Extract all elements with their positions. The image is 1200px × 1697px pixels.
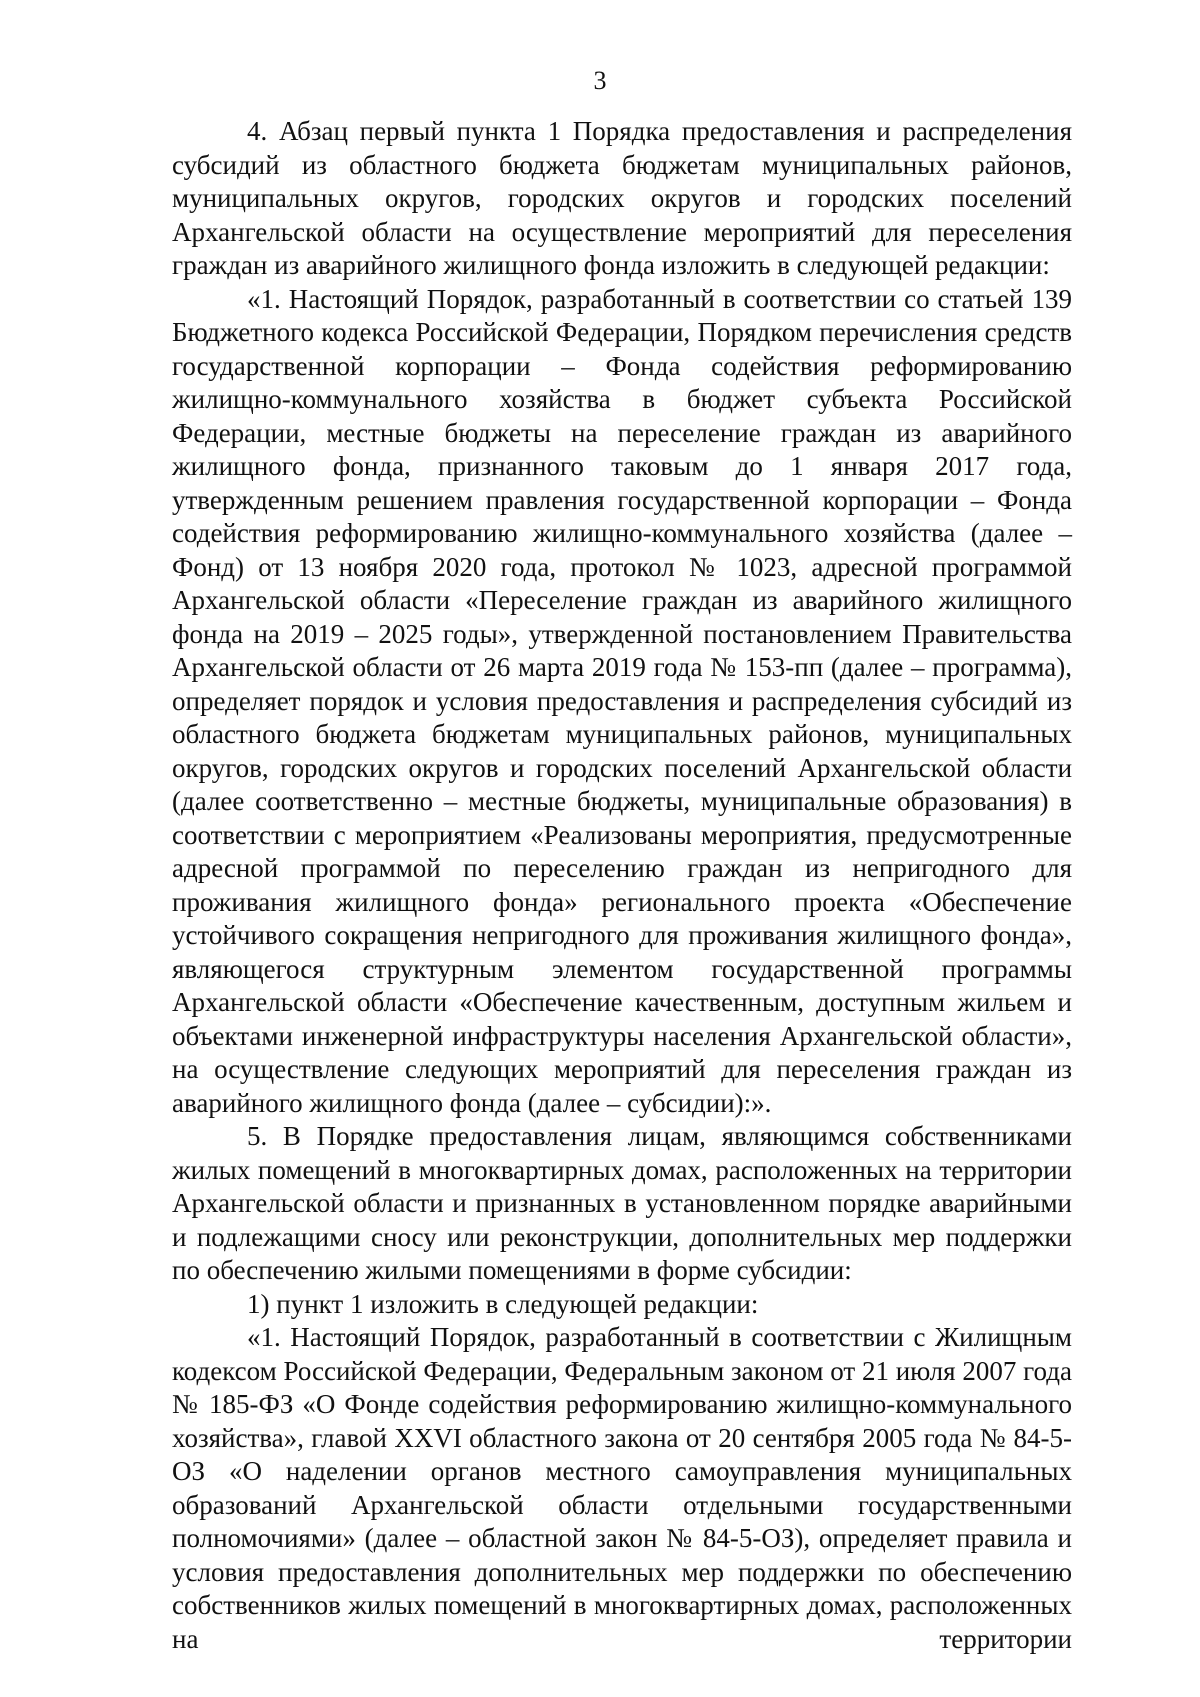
- text-line: протокол № 1023, адресной программой Архангельской области «Переселение: [172, 551, 1072, 615]
- text-line: № 185-ФЗ «О Фонде содействия реформированию жилищно-коммунального: [172, 1389, 1072, 1419]
- text-line: субсидий из областного бюджета бюджетам муниципальных районов,: [172, 149, 1072, 180]
- text-line: жильем и объектами инженерной инфраструктуры населения Архангельской: [172, 987, 1072, 1051]
- text-line: муниципальные образования) в соответствии с мероприятием «Реализованы: [172, 786, 1073, 850]
- text-line: и распределения субсидий из областного бюджета бюджетам муниципальных: [172, 685, 1072, 749]
- text-line: и подлежащими сносу или реконструкции, дополнительных мер поддержки: [172, 1221, 1072, 1252]
- text-line: № 153-пп (далее – программа), определяет порядок и условия предоставления: [172, 652, 1073, 716]
- document-body: [172, 115, 1072, 1656]
- paragraph-quoted-clause-1: [172, 283, 1072, 1121]
- text-line: Архангельской области отдельными государственными полномочиями»: [172, 1489, 1073, 1553]
- text-line: постановлением Правительства Архангельской области от 26 марта 2019 года: [172, 618, 1073, 682]
- text-line: «1. Настоящий Порядок, разработанный в соответствии со статьей 139: [247, 283, 1072, 314]
- text-line: Архангельской области (далее соответственно – местные бюджеты,: [172, 752, 1073, 816]
- text-line: 4. Абзац первый пункта 1 Порядка предоставления и распределения: [247, 116, 1072, 146]
- text-line: граждан из непригодного для проживания жилищного фонда» регионального: [172, 853, 1073, 917]
- text-line: жилых помещений в многоквартирных домах, расположенных на территории: [172, 1590, 1072, 1654]
- paragraph-item-5: [172, 1120, 1072, 1288]
- text-line: граждан из аварийного жилищного фонда (далее – субсидии):».: [172, 1054, 1072, 1118]
- text-line: предоставления дополнительных мер поддержки по обеспечению собственников: [172, 1556, 1072, 1620]
- text-line: проекта «Обеспечение устойчивого сокращения непригодного для проживания: [172, 886, 1072, 950]
- text-line: районов, муниципальных округов, городских округов и городских поселений: [172, 719, 1073, 783]
- text-line: хозяйства», главой XXVI областного закона от 20 сентября 2005 года № 84-5-ОЗ: [172, 1422, 1072, 1486]
- text-line: Бюджетного кодекса Российской Федерации, Порядком перечисления: [172, 317, 978, 347]
- text-line: средств государственной корпорации – Фонда содействия реформированию: [172, 317, 1072, 381]
- text-line: признанного таковым до 1 января 2017 года, утвержденным решением: [172, 451, 1072, 515]
- paragraph-item-4: [172, 115, 1072, 283]
- text-line: жилищного фонда изложить в следующей редакции:: [443, 250, 1050, 280]
- text-line: жилых помещений в многоквартирных домах, расположенных на территории: [172, 1154, 1072, 1185]
- text-line: 5. В Порядке предоставления лицам, являющимся собственниками: [247, 1121, 1072, 1151]
- text-line: Архангельской области и признанных в установленном порядке аварийными: [172, 1188, 1072, 1218]
- text-line: жилищного фонда», являющегося структурным элементом государственной: [172, 920, 1073, 984]
- text-line: «1. Настоящий Порядок, разработанный в соответствии с Жилищным: [247, 1322, 1072, 1352]
- text-line: кодексом Российской Федерации, Федеральным законом от 21 июля 2007 года: [172, 1355, 1072, 1386]
- text-line: местные бюджеты на переселение граждан из аварийного жилищного фонда,: [172, 417, 1072, 481]
- text-line: муниципальных округов, городских округов и городских поселений Архангельской: [172, 183, 1072, 247]
- text-line: жилищно-коммунального хозяйства (далее – Фонд) от 13 ноября 2020 года,: [172, 518, 1072, 582]
- paragraph-quoted-clause-1-housing: [172, 1321, 1072, 1656]
- text-line: области», на осуществление следующих мероприятий для переселения: [172, 1020, 1072, 1084]
- text-line: области на осуществление мероприятий для переселения граждан из аварийного: [172, 216, 1073, 280]
- text-line: программы Архангельской области «Обеспечение качественным, доступным: [172, 953, 1072, 1017]
- text-line: «О наделении органов местного самоуправления муниципальных образований: [172, 1456, 1072, 1520]
- text-line: (далее – областной закон № 84-5-ОЗ), определяет правила и условия: [172, 1523, 1072, 1587]
- page-number: 3: [593, 66, 607, 95]
- text-line: жилищно-коммунального хозяйства в бюджет субъекта Российской Федерации,: [172, 384, 1072, 448]
- text-line: мероприятия, предусмотренные адресной программой по переселению: [172, 819, 1073, 883]
- text-line: граждан из аварийного жилищного фонда на 2019 – 2025 годы», утвержденной: [172, 585, 1072, 649]
- text-line: правления государственной корпорации – Фонда содействия реформированию: [172, 484, 1073, 548]
- text-line: 1) пункт 1 изложить в следующей редакции:: [247, 1288, 759, 1319]
- text-line: по обеспечению жилыми помещениями в форме субсидии:: [172, 1255, 852, 1285]
- paragraph-subitem-1: [172, 1288, 1072, 1322]
